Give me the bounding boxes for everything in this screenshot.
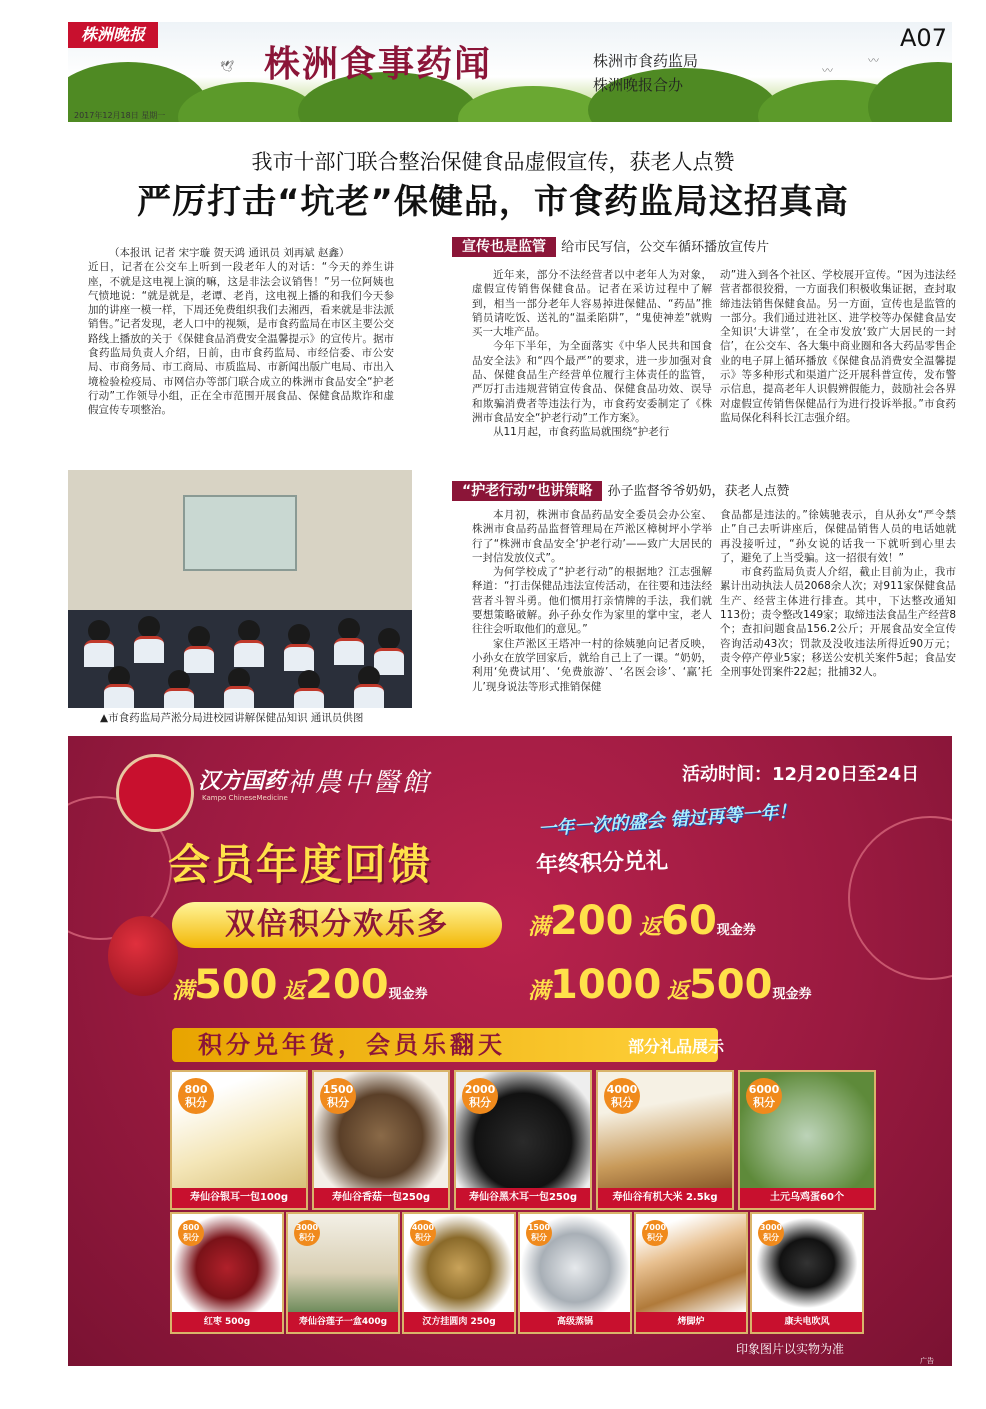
classroom-photo <box>68 470 412 708</box>
gift-card: 1500 积分 寿仙谷香菇一包250g <box>312 1070 450 1210</box>
section-title: 株洲食事药闻 <box>264 43 493 85</box>
section1-tag: 宣传也是监管 <box>452 237 556 257</box>
gift-label: 土元乌鸡蛋60个 <box>740 1188 874 1208</box>
bird-icon: 〰 <box>868 54 879 67</box>
section2-subtitle: 孙子监督爷爷奶奶，获老人点赞 <box>607 484 790 499</box>
deal-200: 满200 返60现金券 <box>528 898 756 944</box>
gift-card: 800 积分 红枣 500g <box>170 1212 284 1334</box>
advertisement <box>68 736 952 1366</box>
gift-card: 3000 积分 康夫电吹风 <box>750 1212 864 1334</box>
paragraph: 家住芦淞区王塔冲一村的徐姨驰向记者反映，小孙女在放学回家后，就给自己上了一课。“奶奶，利用‘免费试用’、‘免费旅游’、‘名医会诊’、‘赢’托儿’现身说法等形式推销保健 <box>472 637 712 693</box>
gift-label: 康夫电吹风 <box>752 1312 862 1332</box>
gift-card: 800 积分 寿仙谷银耳一包100g <box>170 1070 308 1210</box>
gift-label: 寿仙谷黑木耳一包250g <box>456 1188 590 1208</box>
issue-date: 2017年12月18日 星期一 <box>74 111 166 120</box>
lantern-icon <box>108 916 178 996</box>
section2-tag: “护老行动”也讲策略 <box>452 481 602 501</box>
page-number: A07 <box>900 24 947 52</box>
paragraph: 市食药监局负责人介绍，截止目前为止，我市累计出动执法人员2068余人次；对911家保健食品生产、经营主体进行排查。其中，下达整改通知113份；责令整改149家；取缔违法食品生产经营8个；查扣问题食品156.2公斤；开展食品安全宣传咨询活动43次；罚款及没收违法所得近90万元；责令停产停业5家；移送公安机关案件5起；食品安全刑事处罚案件22起；批捕32人。 <box>720 566 956 679</box>
paragraph: 食品都是违法的。”徐姨驰表示，自从孙女“严令禁止”自己去听讲座后，保健品销售人员的电话她就再没接听过，“孙女说的话我一下就听到心里去了，避免了上当受骗。这一招很有效！” <box>720 509 956 564</box>
section2-column-a <box>472 508 712 694</box>
section2-heading <box>452 480 790 500</box>
section1-column-b <box>720 268 956 425</box>
paragraph: 动”进入到各个社区、学校展开宣传。“因为违法经营者都很狡猾，一方面我们积极收集证据，查封取缔违法销售保健食品。另一方面，宣传也是监管的一部分。我们通过进社区、进学校等办保健食品安全知识‘大讲堂’，在全市发放‘致广大居民的一封信’，在公交车、各大集中商业圈和各大药品零售企业的电子屏上循环播放《保健食品消费安全温馨提示》等多种形式和渠道广泛开展科普宣传，发布警示信息，提高老年人识假辨假能力，鼓励社会各界对虚假宣传销售保健品行为进行投诉举报。”市食药监局保化科科长江志强介绍。 <box>720 269 956 424</box>
ad-brand-english: Kampo ChineseMedicine <box>202 794 288 802</box>
brand-logo-icon <box>116 754 194 832</box>
section1-subtitle: 给市民写信，公交车循环播放宣传片 <box>561 240 770 255</box>
bird-icon: 〰 <box>822 64 833 77</box>
gift-label: 烤脚炉 <box>636 1312 746 1332</box>
section1-column-a <box>472 268 712 440</box>
ad-banner: 积分兑年货，会员乐翻天 <box>172 1028 718 1062</box>
gift-card: 4000 积分 寿仙谷有机大米 2.5kg <box>596 1070 734 1210</box>
gift-card: 1500 积分 高级蒸锅 <box>518 1212 632 1334</box>
gift-card: 6000 积分 土元乌鸡蛋60个 <box>738 1070 876 1210</box>
ad-double-points: 双倍积分欢乐多 <box>172 902 502 948</box>
ad-footnote: 印象图片以实物为准 <box>736 1342 845 1356</box>
co-organizer-2: 株洲晚报合办 <box>593 76 684 94</box>
section2-column-b <box>720 508 956 680</box>
ad-gifts-label: 部分礼品展示 <box>628 1037 725 1056</box>
intro-paragraph: 近日，记者在公交车上听到一段老年人的对话：“今天的养生讲座，不就是这电视上演的嘛，这是非法会议销售！”另一位阿姨也气愤地说：“就是就是，老谭、老肖，这电视上播的和我们今天参加的讲座一模一样，下周还免费组织我们去湘西，看来就是非法派销售。”记者发现，老人口中的视频，是市食药监局在市区主要公交路线上播放的关于《保健食品消费安全温馨提示》的宣传片。据市食药监局负责人介绍，日前，由市食药监局、市经信委、市公安局、市商务局、市工商局、市质监局、市新闻出版广电局、市出入境检验检疫局、市网信办等部门联合成立的株洲市食品安全“护老行动”工作领导小组，正在全市范围开展食品、保健食品欺诈和虚假宣传专项整治。 <box>88 261 394 417</box>
article-subheadline: 我市十部门联合整治保健食品虚假宣传，获老人点赞 <box>251 150 735 174</box>
ad-subtitle: 年终积分兑礼 <box>535 848 669 879</box>
gift-label: 寿仙谷香菇一包250g <box>314 1188 448 1208</box>
gift-label: 高级蒸锅 <box>520 1312 630 1332</box>
gift-label: 寿仙谷银耳一包100g <box>172 1188 306 1208</box>
gift-card: 7000 积分 烤脚炉 <box>634 1212 748 1334</box>
deal-1000: 满1000 返500现金券 <box>528 962 812 1008</box>
gift-card: 3000 积分 寿仙谷莲子一盒400g <box>286 1212 400 1334</box>
gift-card: 4000 积分 汉方挂圆肉 250g <box>402 1212 516 1334</box>
ad-brand-name: 汉方国药 <box>198 768 287 794</box>
co-organizer-1: 株洲市食药监局 <box>593 52 699 70</box>
paragraph: 为何学校成了“护老行动”的根据地？江志强解释道：“打击保健品违法宣传活动，在往要和违法经营者斗智斗勇。他们惯用打亲情牌的手法，我们就要想策略破解。孙子孙女作为家里的掌中宝，老人往往会听取他们的意见。” <box>472 566 712 636</box>
gift-label: 寿仙谷莲子一盒400g <box>288 1312 398 1332</box>
section1-heading <box>452 236 769 256</box>
bird-icon: 🕊 <box>220 60 234 73</box>
article-intro <box>88 246 394 418</box>
paragraph: 近年来，部分不法经营者以中老年人为对象，虚假宣传销售保健食品。记者在采访过程中了解到，相当一部分老年人容易掉进保健品、“药品”推销员请吃饭、送礼的“温柔陷阱”，“鬼使神差”就购买一大堆产品。 <box>472 269 712 339</box>
gift-label: 汉方挂圆肉 250g <box>404 1312 514 1332</box>
paper-logo: 株洲晚报 <box>68 22 158 48</box>
article-headline: 严厉打击“坑老”保健品，市食药监局这招真高 <box>137 182 849 222</box>
paragraph: 本月初，株洲市食品药品安全委员会办公室、株洲市食品药品监督管理局在芦淞区樟树坪小学举行了“株洲市食品安全‘护老行动’——致广大居民的一封信发放仪式”。 <box>472 509 712 564</box>
ad-brand-secondary: 神農中醫館 <box>286 768 432 798</box>
masthead-banner <box>68 22 952 122</box>
ad-tag: 广告 <box>920 1357 934 1365</box>
gift-label: 寿仙谷有机大米 2.5kg <box>598 1188 732 1208</box>
ad-event-time: 活动时间：12月20日至24日 <box>682 764 920 785</box>
paragraph: 从11月起，市食药监局就围绕“护老行 <box>493 426 670 439</box>
ad-title: 会员年度回馈 <box>168 840 433 889</box>
gift-card: 2000 积分 寿仙谷黑木耳一包250g <box>454 1070 592 1210</box>
deal-500: 满500 返200现金券 <box>172 962 428 1008</box>
article-byline: （本报讯 记者 宋宇璇 贺天鸿 通讯员 刘再斌 赵鑫） <box>109 247 350 259</box>
ad-slogan: 一年一次的盛会 错过再等一年！ <box>537 801 797 840</box>
photo-caption: ▲市食药监局芦淞分局进校园讲解保健品知识 通讯员供图 <box>100 712 364 724</box>
paragraph: 今年下半年，为全面落实《中华人民共和国食品安全法》和“四个最严”的要求，进一步加强对食品、保健食品生产经营单位履行主体责任的监管，严厉打击违规营销宣传食品、保健食品功效、误导和欺骗消费者等违法行为，市食药安委制定了《株洲市食品安全“护老行动”工作方案》。 <box>472 340 712 424</box>
gift-label: 红枣 500g <box>172 1312 282 1332</box>
